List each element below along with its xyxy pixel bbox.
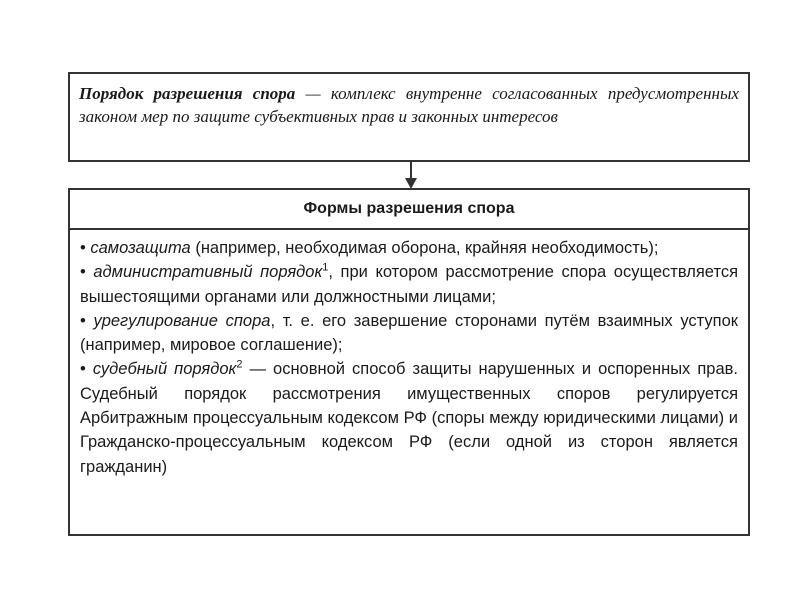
footnote-ref: 2 xyxy=(236,358,243,371)
bullet-icon: • xyxy=(80,239,86,257)
form-name: урегулирование спора xyxy=(93,311,271,330)
definition-dash: — xyxy=(295,84,331,103)
form-description: , т. е. его завершение сторонами путём взаимных уступок (например, мировое соглашение); xyxy=(80,311,738,355)
form-description: , при котором рассмотрение спора осуществляется вышестоящими органами или должностными лицами; xyxy=(80,263,738,306)
down-arrow-connector xyxy=(403,160,419,190)
form-description: (например, необходимая оборона, крайняя необходимость); xyxy=(190,239,659,257)
form-name: самозащита xyxy=(90,239,191,257)
bullet-icon: • xyxy=(80,360,86,379)
forms-box xyxy=(68,188,750,536)
form-description: — основной способ защиты нарушенных и оспоренных прав. Судебный порядок рассмотрения имущественных споров регулируется Арбитражным процессуальным кодексом РФ (споры между юридическими лицами) и Гражданско-процессуальным кодексом РФ (если одной из сторон является гражданин) xyxy=(80,360,738,476)
list-item xyxy=(80,357,738,478)
definition-box xyxy=(68,72,750,162)
bullet-icon: • xyxy=(80,263,86,282)
forms-list xyxy=(70,230,748,479)
list-item xyxy=(80,260,738,309)
definition-text: комплекс внутренне согласованных предусмотренных законом мер по защите субъективных прав и законных интересов xyxy=(79,84,740,126)
footnote-ref: 1 xyxy=(322,261,329,274)
form-name: судебный порядок xyxy=(92,360,237,379)
form-name: административный порядок xyxy=(93,263,323,282)
list-item xyxy=(80,236,738,260)
definition-term: Порядок разрешения спора xyxy=(79,84,296,103)
list-item xyxy=(80,309,738,358)
bullet-icon: • xyxy=(80,311,86,330)
forms-title: Формы разрешения спора xyxy=(70,190,748,230)
